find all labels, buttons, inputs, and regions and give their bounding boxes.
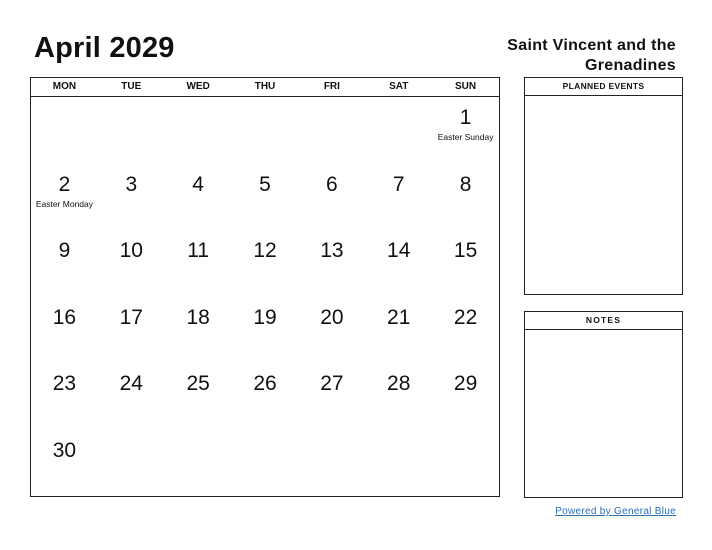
day-cell	[31, 363, 98, 430]
day-number	[165, 430, 232, 439]
day-number: 24	[119, 372, 143, 395]
day-cell	[298, 164, 365, 231]
day-cell	[365, 430, 432, 497]
country-name: Saint Vincent and the Grenadines	[507, 37, 676, 74]
day-cell	[232, 230, 299, 297]
week-row	[31, 363, 499, 430]
day-cell	[165, 230, 232, 297]
day-cell	[31, 164, 98, 231]
day-cell	[98, 164, 165, 231]
holiday-label: Easter Sunday	[437, 132, 494, 142]
day-number: 1	[459, 106, 472, 129]
day-number: 23	[52, 372, 77, 395]
day-number	[298, 430, 365, 439]
day-cell	[165, 297, 232, 364]
day-cell	[232, 97, 299, 164]
day-cell	[98, 363, 165, 430]
day-cell	[31, 430, 98, 497]
day-number: 2	[58, 172, 71, 196]
day-number: 26	[253, 372, 277, 395]
day-number	[298, 97, 365, 106]
week-row	[31, 97, 499, 164]
day-number: 5	[259, 172, 271, 196]
holiday-label: Easter Monday	[35, 198, 94, 209]
weekday-header	[31, 78, 499, 97]
day-number: 15	[453, 239, 478, 262]
day-cell	[31, 230, 98, 297]
day-cell	[98, 230, 165, 297]
notes-header: NOTES	[525, 312, 682, 330]
weeks-container	[31, 97, 499, 496]
week-row	[31, 430, 499, 497]
day-cell	[432, 164, 499, 231]
day-number	[98, 97, 165, 106]
day-number: 21	[387, 305, 411, 329]
day-number: 10	[119, 239, 143, 262]
day-cell	[432, 430, 499, 497]
day-number: 17	[119, 305, 143, 329]
day-cell	[232, 297, 299, 364]
day-cell	[98, 97, 165, 164]
day-number	[432, 430, 499, 439]
day-cell	[98, 297, 165, 364]
day-cell	[298, 430, 365, 497]
day-number: 18	[186, 305, 210, 329]
week-row	[31, 164, 499, 231]
day-number: 9	[58, 239, 71, 262]
day-number: 8	[459, 172, 472, 196]
day-cell	[298, 297, 365, 364]
day-number: 30	[52, 438, 77, 462]
week-row	[31, 230, 499, 297]
calendar-grid	[30, 77, 500, 497]
day-cell	[165, 363, 232, 430]
day-cell	[298, 363, 365, 430]
day-number: 11	[187, 239, 210, 262]
weekday-fri: FRI	[323, 81, 340, 92]
day-number: 14	[387, 239, 411, 262]
day-number	[31, 97, 98, 106]
day-cell	[432, 363, 499, 430]
day-number: 27	[320, 372, 344, 395]
day-number	[365, 430, 432, 439]
day-cell	[31, 97, 98, 164]
day-number: 19	[253, 305, 277, 329]
day-number	[232, 97, 299, 106]
day-cell	[232, 363, 299, 430]
day-cell	[232, 430, 299, 497]
powered-by-link[interactable]: Powered by General Blue	[555, 506, 676, 517]
day-number: 25	[186, 372, 210, 395]
day-number: 4	[192, 172, 204, 196]
day-cell	[298, 230, 365, 297]
day-cell	[232, 164, 299, 231]
day-number: 3	[125, 172, 138, 196]
day-cell	[432, 230, 499, 297]
day-number: 13	[320, 239, 344, 262]
day-cell	[365, 230, 432, 297]
day-cell	[165, 97, 232, 164]
day-cell	[365, 297, 432, 364]
weekday-sun: SUN	[455, 81, 477, 92]
week-row	[31, 297, 499, 364]
weekday-thu: THU	[254, 81, 276, 92]
day-number	[165, 97, 232, 106]
day-cell	[365, 363, 432, 430]
planned-events-header: PLANNED EVENTS	[525, 78, 682, 96]
day-number: 12	[253, 239, 277, 262]
planned-events-panel	[524, 77, 683, 295]
day-cell	[432, 297, 499, 364]
day-number	[98, 430, 165, 439]
day-cell	[365, 164, 432, 231]
weekday-wed: WED	[186, 81, 210, 92]
day-cell	[165, 164, 232, 231]
day-number: 16	[52, 305, 77, 329]
day-cell	[98, 430, 165, 497]
day-number	[232, 430, 299, 439]
day-number: 22	[453, 305, 478, 329]
weekday-tue: TUE	[121, 81, 142, 92]
weekday-mon: MON	[52, 81, 77, 92]
day-number	[365, 97, 432, 106]
day-cell	[298, 97, 365, 164]
day-cell	[365, 97, 432, 164]
day-cell	[432, 97, 499, 164]
day-number: 28	[387, 372, 411, 395]
day-cell	[31, 297, 98, 364]
day-number: 7	[392, 172, 405, 196]
day-cell	[165, 430, 232, 497]
page-title: April 2029	[34, 32, 175, 64]
notes-panel	[524, 311, 683, 498]
day-number: 6	[326, 172, 338, 196]
day-number: 29	[453, 372, 478, 395]
day-number: 20	[320, 305, 344, 329]
weekday-sat: SAT	[389, 81, 409, 92]
